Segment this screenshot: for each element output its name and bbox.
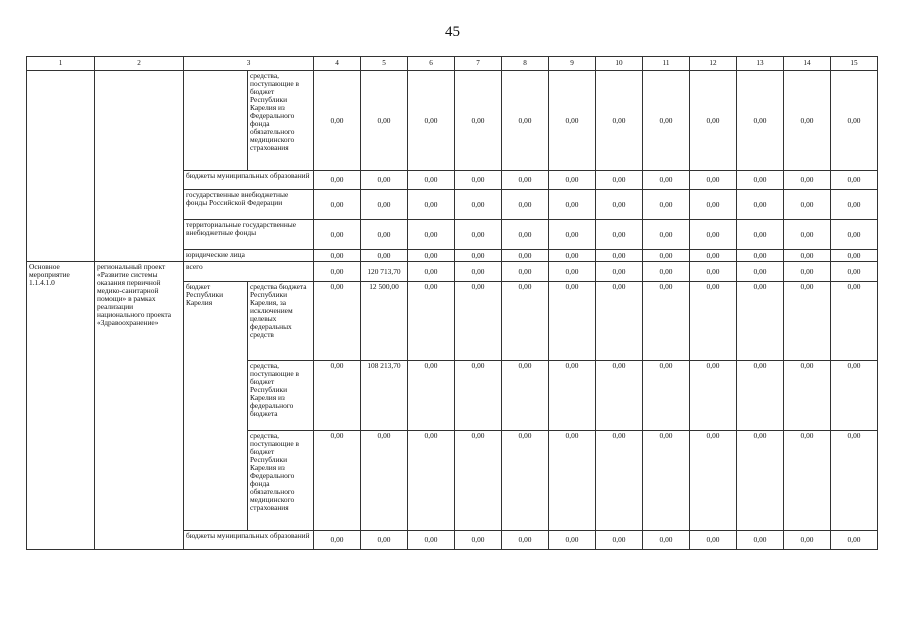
value-cell: 0,00 [596, 71, 643, 171]
value-cell: 0,00 [831, 431, 878, 531]
column-header: 8 [502, 57, 549, 71]
value-cell: 0,00 [408, 361, 455, 431]
value-cell: 0,00 [784, 220, 831, 250]
event-cell [27, 71, 95, 262]
source-level2-cell: средства, поступающие в бюджет Республики Карелия из Федерального фонда обязательного медицинского страхования [248, 71, 314, 171]
column-header: 3 [184, 57, 314, 71]
value-cell: 0,00 [455, 282, 502, 361]
page-number: 45 [445, 24, 460, 40]
value-cell: 0,00 [596, 190, 643, 220]
value-cell: 0,00 [831, 71, 878, 171]
value-cell: 0,00 [549, 220, 596, 250]
source-level2-cell: средства бюджета Республики Карелия, за исключением целевых федеральных средств [248, 282, 314, 361]
value-cell: 0,00 [737, 220, 784, 250]
value-cell: 0,00 [596, 262, 643, 282]
value-cell: 0,00 [643, 282, 690, 361]
source-cell: юридические лица [184, 250, 314, 262]
value-cell: 0,00 [831, 282, 878, 361]
value-cell: 0,00 [361, 190, 408, 220]
value-cell: 0,00 [455, 190, 502, 220]
project-cell [95, 71, 184, 262]
value-cell: 0,00 [361, 171, 408, 190]
value-cell: 0,00 [455, 361, 502, 431]
value-cell: 0,00 [737, 190, 784, 220]
source-level2-cell: средства, поступающие в бюджет Республики Карелия из федерального бюджета [248, 361, 314, 431]
value-cell: 0,00 [643, 361, 690, 431]
value-cell: 0,00 [502, 190, 549, 220]
value-cell: 0,00 [408, 262, 455, 282]
value-cell: 0,00 [737, 262, 784, 282]
value-cell: 0,00 [690, 171, 737, 190]
value-cell: 0,00 [690, 531, 737, 550]
value-cell: 0,00 [314, 190, 361, 220]
value-cell: 0,00 [455, 71, 502, 171]
value-cell: 0,00 [831, 220, 878, 250]
value-cell: 0,00 [408, 250, 455, 262]
table-row [27, 71, 878, 171]
value-cell: 0,00 [596, 220, 643, 250]
value-cell: 0,00 [314, 262, 361, 282]
value-cell: 0,00 [502, 531, 549, 550]
value-cell: 0,00 [549, 531, 596, 550]
budget-table [26, 56, 878, 550]
value-cell: 0,00 [643, 71, 690, 171]
column-header: 12 [690, 57, 737, 71]
value-cell: 0,00 [643, 190, 690, 220]
table-row [27, 262, 878, 282]
value-cell: 0,00 [737, 361, 784, 431]
value-cell: 0,00 [737, 531, 784, 550]
value-cell: 0,00 [455, 531, 502, 550]
value-cell: 0,00 [784, 431, 831, 531]
value-cell: 0,00 [690, 220, 737, 250]
value-cell: 0,00 [549, 171, 596, 190]
value-cell: 0,00 [690, 71, 737, 171]
column-header: 14 [784, 57, 831, 71]
source-level1-cell: бюджет Республики Карелия [184, 282, 248, 531]
value-cell: 0,00 [596, 171, 643, 190]
value-cell: 0,00 [455, 262, 502, 282]
value-cell: 0,00 [643, 262, 690, 282]
value-cell: 0,00 [314, 220, 361, 250]
source-cell: бюджеты муниципальных образований [184, 531, 314, 550]
value-cell: 0,00 [361, 250, 408, 262]
value-cell: 0,00 [502, 171, 549, 190]
column-number-row [27, 57, 878, 71]
value-cell: 0,00 [690, 190, 737, 220]
value-cell: 0,00 [596, 361, 643, 431]
value-cell: 12 500,00 [361, 282, 408, 361]
value-cell: 0,00 [361, 220, 408, 250]
value-cell: 0,00 [408, 190, 455, 220]
value-cell: 0,00 [690, 282, 737, 361]
value-cell: 0,00 [549, 431, 596, 531]
value-cell: 0,00 [784, 262, 831, 282]
value-cell: 0,00 [737, 171, 784, 190]
column-header: 9 [549, 57, 596, 71]
column-header: 15 [831, 57, 878, 71]
column-header: 2 [95, 57, 184, 71]
value-cell: 108 213,70 [361, 361, 408, 431]
value-cell: 120 713,70 [361, 262, 408, 282]
value-cell: 0,00 [502, 282, 549, 361]
value-cell: 0,00 [361, 71, 408, 171]
value-cell: 0,00 [408, 431, 455, 531]
value-cell: 0,00 [314, 71, 361, 171]
value-cell: 0,00 [737, 71, 784, 171]
value-cell: 0,00 [643, 250, 690, 262]
source-cell: территориальные государственные внебюджетные фонды [184, 220, 314, 250]
value-cell: 0,00 [314, 250, 361, 262]
value-cell: 0,00 [784, 531, 831, 550]
value-cell: 0,00 [690, 262, 737, 282]
value-cell: 0,00 [549, 361, 596, 431]
value-cell: 0,00 [455, 171, 502, 190]
column-header: 1 [27, 57, 95, 71]
value-cell: 0,00 [831, 250, 878, 262]
value-cell: 0,00 [737, 431, 784, 531]
value-cell: 0,00 [549, 282, 596, 361]
value-cell: 0,00 [596, 282, 643, 361]
value-cell: 0,00 [549, 250, 596, 262]
value-cell: 0,00 [643, 220, 690, 250]
value-cell: 0,00 [643, 531, 690, 550]
value-cell: 0,00 [784, 250, 831, 262]
value-cell: 0,00 [784, 171, 831, 190]
value-cell: 0,00 [408, 71, 455, 171]
value-cell: 0,00 [502, 220, 549, 250]
value-cell: 0,00 [314, 531, 361, 550]
value-cell: 0,00 [314, 431, 361, 531]
value-cell: 0,00 [314, 361, 361, 431]
value-cell: 0,00 [831, 531, 878, 550]
value-cell: 0,00 [455, 250, 502, 262]
column-header: 13 [737, 57, 784, 71]
value-cell: 0,00 [784, 190, 831, 220]
value-cell: 0,00 [502, 71, 549, 171]
value-cell: 0,00 [408, 171, 455, 190]
source-level2-cell: средства, поступающие в бюджет Республики Карелия из Федерального фонда обязательного медицинского страхования [248, 431, 314, 531]
value-cell: 0,00 [314, 171, 361, 190]
value-cell: 0,00 [361, 431, 408, 531]
value-cell: 0,00 [361, 531, 408, 550]
value-cell: 0,00 [596, 431, 643, 531]
column-header: 10 [596, 57, 643, 71]
value-cell: 0,00 [408, 282, 455, 361]
value-cell: 0,00 [784, 282, 831, 361]
value-cell: 0,00 [690, 431, 737, 531]
value-cell: 0,00 [455, 431, 502, 531]
value-cell: 0,00 [784, 361, 831, 431]
value-cell: 0,00 [455, 220, 502, 250]
value-cell: 0,00 [596, 531, 643, 550]
value-cell: 0,00 [502, 361, 549, 431]
value-cell: 0,00 [502, 262, 549, 282]
source-cell: бюджеты муниципальных образований [184, 171, 314, 190]
column-header: 5 [361, 57, 408, 71]
value-cell: 0,00 [643, 431, 690, 531]
value-cell: 0,00 [502, 431, 549, 531]
value-cell: 0,00 [314, 282, 361, 361]
value-cell: 0,00 [784, 71, 831, 171]
value-cell: 0,00 [502, 250, 549, 262]
value-cell: 0,00 [408, 531, 455, 550]
value-cell: 0,00 [831, 361, 878, 431]
value-cell: 0,00 [737, 250, 784, 262]
source-cell: государственные внебюджетные фонды Российской Федерации [184, 190, 314, 220]
column-header: 4 [314, 57, 361, 71]
value-cell: 0,00 [690, 250, 737, 262]
value-cell: 0,00 [831, 262, 878, 282]
source-level1-cell [184, 71, 248, 171]
value-cell: 0,00 [549, 262, 596, 282]
event-cell: Основное мероприятие 1.1.4.1.0 [27, 262, 95, 550]
value-cell: 0,00 [831, 171, 878, 190]
value-cell: 0,00 [408, 220, 455, 250]
column-header: 7 [455, 57, 502, 71]
value-cell: 0,00 [831, 190, 878, 220]
value-cell: 0,00 [549, 190, 596, 220]
column-header: 6 [408, 57, 455, 71]
value-cell: 0,00 [737, 282, 784, 361]
value-cell: 0,00 [549, 71, 596, 171]
source-cell: всего [184, 262, 314, 282]
column-header: 11 [643, 57, 690, 71]
value-cell: 0,00 [690, 361, 737, 431]
project-cell: региональный проект «Развитие системы оказания первичной медико-санитарной помощи» в рамках реализации национального проекта «Здравоохранение» [95, 262, 184, 550]
value-cell: 0,00 [596, 250, 643, 262]
value-cell: 0,00 [643, 171, 690, 190]
